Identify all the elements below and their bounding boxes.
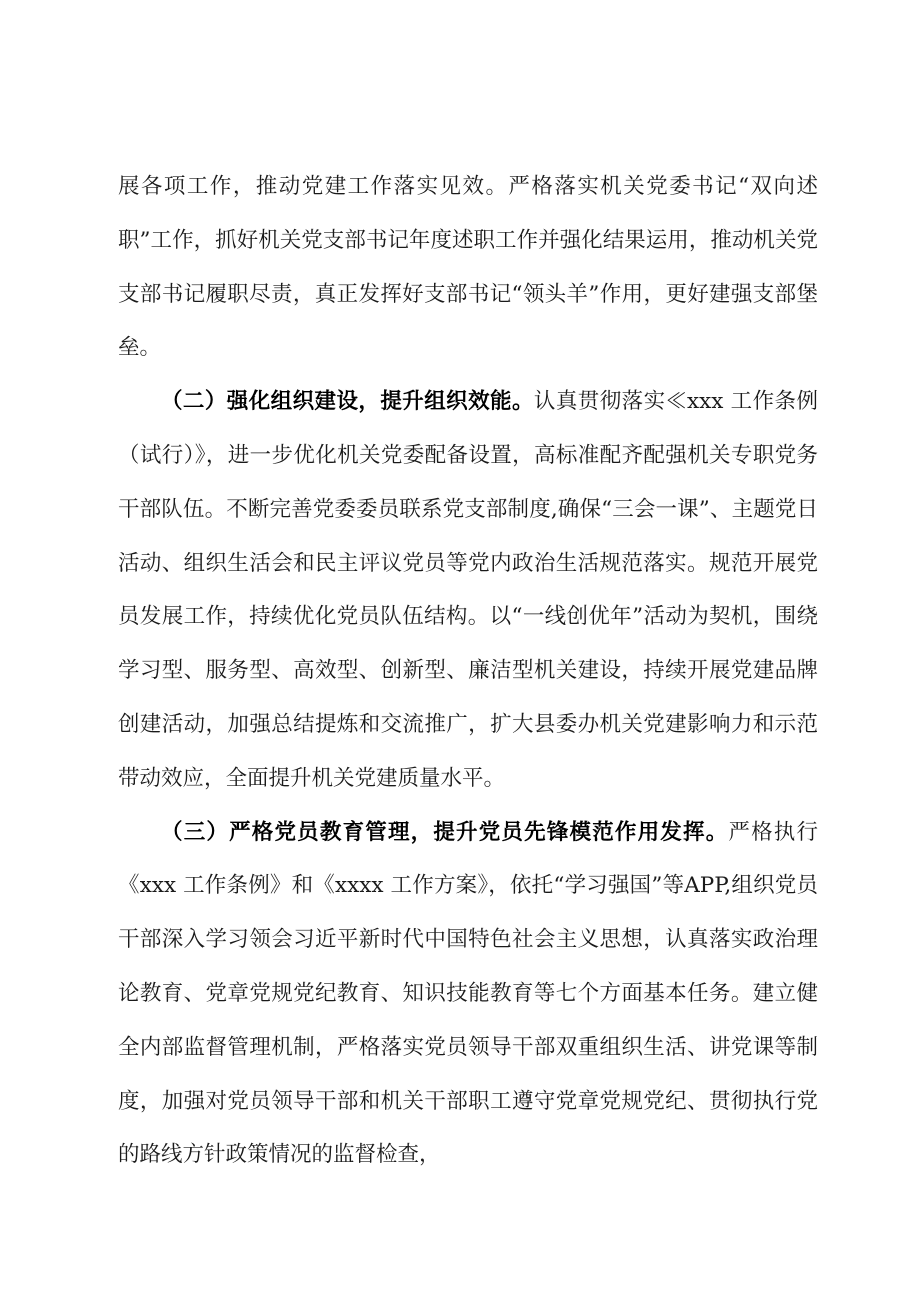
- paragraph-section-2: [118, 375, 818, 805]
- paragraph-text: 认真贯彻落实≪xxx 工作条例（试行）》，进一步优化机关党委配备设置，高标准配齐配强机关专职党务干部队伍。不断完善党委委员联系党支部制度,确保“三会一课”、主题党日活动、组织生活会和民主评议党员等党内政治生活规范落实。规范开展党员发展工作，持续优化党员队伍结构。以“一线创优年”活动为契机，围绕学习型、服务型、高效型、创新型、廉洁型机关建设，持续开展党建品牌创建活动，加强总结提炼和交流推广，扩大县委办机关党建影响力和示范带动效应，全面提升机关党建质量水平。: [118, 389, 818, 791]
- section-heading: （三）严格党员教育管理，提升党员先锋模范作用发挥。: [161, 819, 729, 845]
- paragraph-continuation: [118, 160, 818, 375]
- section-heading: （二）强化组织建设，提升组织效能。: [161, 389, 534, 415]
- paragraph-text: 展各项工作，推动党建工作落实见效。严格落实机关党委书记“双向述职”工作，抓好机关党支部书记年度述职工作并强化结果运用，推动机关党支部书记履职尽责，真正发挥好支部书记“领头羊”作用，更好建强支部堡垒。: [118, 174, 818, 361]
- document-body: [118, 160, 818, 1182]
- paragraph-text: 严格执行《xxx 工作条例》和《xxxx 工作方案》，依托“学习强国”等APP,组织党员干部深入学习领会习近平新时代中国特色社会主义思想，认真落实政治理论教育、党章党规党纪教育、知识技能教育等七个方面基本任务。建立健全内部监督管理机制，严格落实党员领导干部双重组织生活、讲党课等制度，加强对党员领导干部和机关干部职工遵守党章党规党纪、贯彻执行党的路线方针政策情况的监督检查，: [118, 819, 818, 1168]
- paragraph-section-3: [118, 806, 818, 1183]
